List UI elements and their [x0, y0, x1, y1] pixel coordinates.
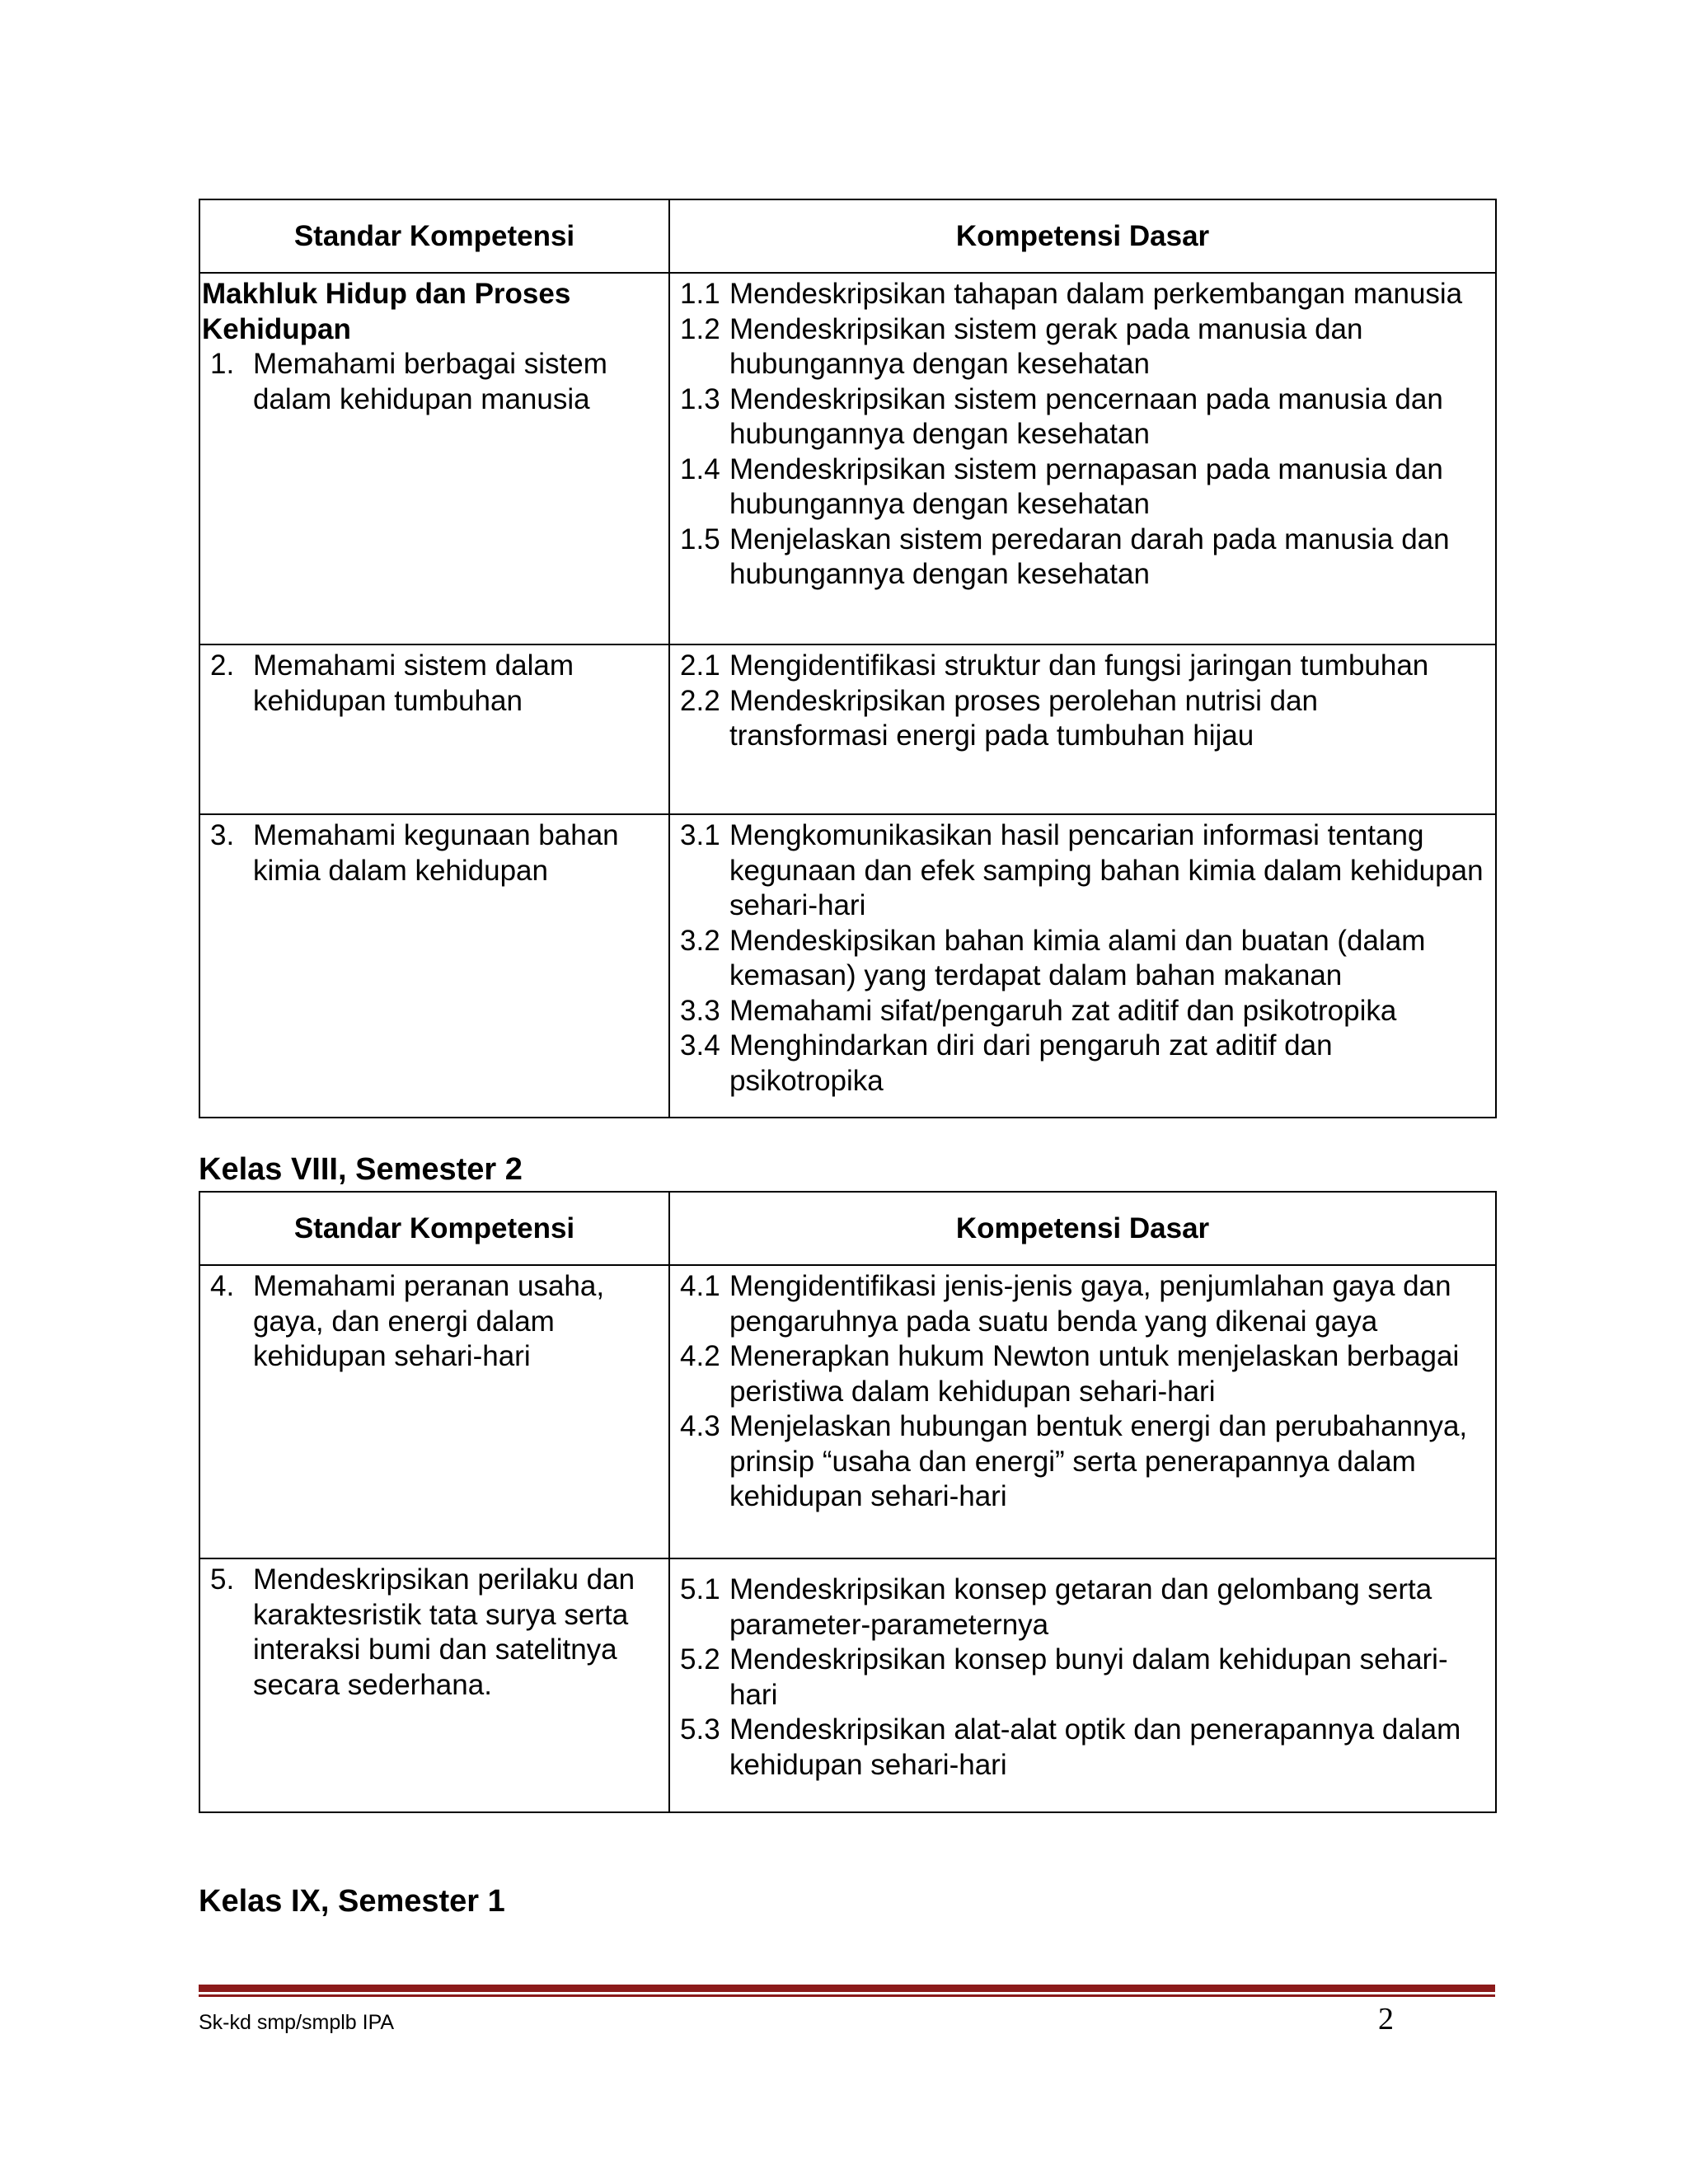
table-row	[199, 1558, 1496, 1812]
kd-cell	[669, 644, 1496, 814]
kd-text: Menghindarkan diri dari pengaruh zat aditif dan psikotropika	[729, 1029, 1333, 1097]
kd-number: 4.2	[680, 1340, 720, 1372]
sk-item	[202, 1563, 660, 1703]
kd-item	[680, 994, 1484, 1029]
table-row	[199, 644, 1496, 814]
sk-cell	[199, 644, 669, 814]
kd-text: Mengidentifikasi jenis-jenis gaya, penjumlahan gaya dan pengaruhnya pada suatu benda yang dikenai gaya	[729, 1270, 1451, 1338]
competency-table-2	[199, 1191, 1497, 1813]
kd-number: 3.4	[680, 1029, 720, 1062]
kd-number: 1.3	[680, 382, 720, 415]
sk-item	[202, 347, 660, 417]
kd-item	[680, 1029, 1484, 1099]
sk-number: 4.	[210, 1270, 235, 1302]
section-heading-kelas-viii-semester-2: Kelas VIII, Semester 2	[199, 1152, 523, 1187]
kd-text: Mendeskripsikan tahapan dalam perkembangan manusia	[729, 278, 1463, 310]
kd-text: Menjelaskan sistem peredaran darah pada manusia dan hubungannya dengan kesehatan	[729, 523, 1450, 590]
sk-number: 2.	[210, 649, 235, 682]
header-kompetensi-dasar: Kompetensi Dasar	[669, 1192, 1496, 1265]
table-header-row	[199, 199, 1496, 273]
kd-item	[680, 1409, 1484, 1515]
sk-number: 1.	[210, 348, 235, 380]
kd-number: 4.3	[680, 1410, 720, 1442]
section-heading-kelas-ix-semester-1: Kelas IX, Semester 1	[199, 1884, 505, 1919]
kd-number: 3.3	[680, 994, 720, 1027]
kd-number: 5.3	[680, 1713, 720, 1746]
kd-text: Memahami sifat/pengaruh zat aditif dan psikotropika	[729, 994, 1397, 1027]
kd-cell	[669, 273, 1496, 644]
kd-item	[680, 1572, 1484, 1643]
kd-item	[680, 1713, 1484, 1783]
kd-text: Mendeskripsikan konsep bunyi dalam kehidupan sehari-hari	[729, 1643, 1448, 1711]
sk-cell	[199, 1265, 669, 1558]
kd-text: Mendeskipsikan bahan kimia alami dan buatan (dalam kemasan) yang terdapat dalam bahan makanan	[729, 924, 1426, 991]
kd-text: Mendeskripsikan konsep getaran dan gelombang serta parameter-parameternya	[729, 1573, 1432, 1641]
sk-item	[202, 1269, 660, 1375]
kd-item	[680, 1269, 1484, 1339]
header-standar-kompetensi: Standar Kompetensi	[199, 199, 669, 273]
kd-item	[680, 523, 1484, 593]
kd-number: 1.1	[680, 278, 720, 310]
competency-table-1	[199, 199, 1497, 1118]
kd-item	[680, 924, 1484, 994]
kd-number: 4.1	[680, 1270, 720, 1302]
kd-item	[680, 1339, 1484, 1409]
sk-item	[202, 818, 660, 888]
kd-text: Mendeskripsikan sistem pencernaan pada manusia dan hubungannya dengan kesehatan	[729, 382, 1443, 450]
sk-cell	[199, 273, 669, 644]
kd-cell	[669, 814, 1496, 1118]
table-header-row	[199, 1192, 1496, 1265]
kd-item	[680, 649, 1484, 684]
kd-number: 2.1	[680, 649, 720, 682]
group-title: Makhluk Hidup dan Proses Kehidupan	[202, 278, 571, 345]
kd-item	[680, 312, 1484, 382]
kd-number: 1.2	[680, 312, 720, 345]
kd-number: 3.2	[680, 924, 720, 957]
kd-number: 2.2	[680, 684, 720, 717]
kd-item	[680, 684, 1484, 754]
sk-cell	[199, 814, 669, 1118]
kd-text: Mendeskripsikan proses perolehan nutrisi dan transformasi energi pada tumbuhan hijau	[729, 684, 1319, 752]
kd-cell	[669, 1558, 1496, 1812]
sk-number: 3.	[210, 819, 235, 851]
kd-item	[680, 818, 1484, 924]
header-standar-kompetensi: Standar Kompetensi	[199, 1192, 669, 1265]
table-row	[199, 273, 1496, 644]
table-row	[199, 814, 1496, 1118]
kd-item	[680, 277, 1484, 312]
sk-item	[202, 649, 660, 719]
sk-text: Memahami kegunaan bahan kimia dalam kehidupan	[253, 819, 619, 887]
sk-text: Memahami peranan usaha, gaya, dan energi dalam kehidupan sehari-hari	[253, 1270, 605, 1372]
sk-number: 5.	[210, 1563, 235, 1596]
kd-item	[680, 452, 1484, 523]
kd-item	[680, 1643, 1484, 1713]
kd-item	[680, 382, 1484, 452]
footer-document-label: Sk-kd smp/smplb IPA	[199, 2011, 395, 2034]
header-kompetensi-dasar: Kompetensi Dasar	[669, 199, 1496, 273]
kd-text: Mengidentifikasi struktur dan fungsi jaringan tumbuhan	[729, 649, 1429, 682]
kd-number: 3.1	[680, 819, 720, 851]
kd-text: Mendeskripsikan sistem pernapasan pada manusia dan hubungannya dengan kesehatan	[729, 452, 1443, 520]
kd-text: Mendeskripsikan alat-alat optik dan penerapannya dalam kehidupan sehari-hari	[729, 1713, 1461, 1781]
table-row	[199, 1265, 1496, 1558]
kd-text: Mendeskripsikan sistem gerak pada manusia dan hubungannya dengan kesehatan	[729, 312, 1363, 380]
kd-number: 5.1	[680, 1573, 720, 1605]
kd-number: 1.5	[680, 523, 720, 555]
sk-text: Memahami sistem dalam kehidupan tumbuhan	[253, 649, 574, 717]
kd-number: 5.2	[680, 1643, 720, 1675]
sk-cell	[199, 1558, 669, 1812]
sk-text: Mendeskripsikan perilaku dan karaktesristik tata surya serta interaksi bumi dan satelitnya secara sederhana.	[253, 1563, 635, 1701]
footer-divider-thin	[199, 1994, 1495, 1997]
footer-divider	[199, 1985, 1495, 1992]
kd-text: Menjelaskan hubungan bentuk energi dan perubahannya, prinsip “usaha dan energi” serta penerapannya dalam kehidupan sehari-hari	[729, 1410, 1468, 1512]
kd-text: Mengkomunikasikan hasil pencarian informasi tentang kegunaan dan efek samping bahan kimia dalam kehidupan sehari-hari	[729, 819, 1484, 921]
page-number: 2	[1378, 2002, 1394, 2036]
kd-number: 1.4	[680, 452, 720, 485]
sk-text: Memahami berbagai sistem dalam kehidupan manusia	[253, 348, 607, 415]
kd-cell	[669, 1265, 1496, 1558]
kd-text: Menerapkan hukum Newton untuk menjelaskan berbagai peristiwa dalam kehidupan sehari-hari	[729, 1340, 1460, 1408]
